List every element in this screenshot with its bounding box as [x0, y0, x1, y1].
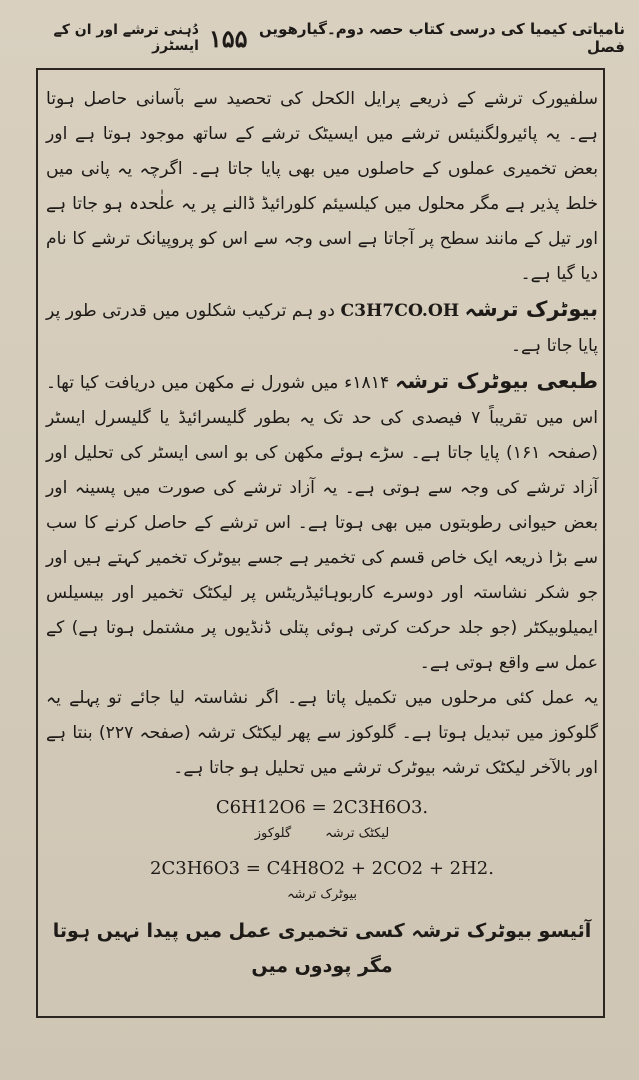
page-content — [46, 82, 598, 1010]
paragraph-natural-butyric — [46, 364, 598, 681]
paragraph-propionic: سلفیورک ترشے کے ذریعے پرایل الکحل کی تحصید سے بآسانی حاصل ہوتا ہے۔ یہ پائیرولگنیئس ترشے میں ایسیٹک ترشے کے ساتھ موجود ہوتا ہے اور بعض تخمیری عملوں کے حاصلوں میں بھی پایا جاتا ہے۔ اگرچہ یہ پانی میں خلط پذیر ہے مگر محلول میں کیلسیئم کلورائیڈ ڈالنے پر یہ علٰحدہ ہو جاتا ہے اور تیل کے مانند سطح پر آجاتا ہے اسی وجہ سے اس کو پروپیانک ترشے کا نام دیا گیا ہے۔ — [46, 89, 598, 284]
running-title: دُہنی ترشے اور ان کے ایسٹرز — [53, 22, 199, 54]
natural-butyric-heading: طبعی بیوٹرک ترشہ — [395, 369, 598, 393]
butyric-heading: بیوٹرک ترشہ — [464, 297, 598, 321]
page-header — [22, 14, 625, 62]
equation-2: 2C3H6O3 = C4H8O2 + 2CO2 + 2H2. — [150, 858, 494, 879]
butyric-text: دو ہم ترکیب شکلوں میں قدرتی طور پر پایا جاتا ہے۔ — [46, 301, 598, 356]
natural-butyric-text: ۱۸۱۴ء میں شورل نے مکھن میں دریافت کیا تھا۔ اس میں تقریباً ۷ فیصدی کی حد تک یہ بطور گلیسرائیڈ یا گلیسرل ایسٹر (صفحہ ۱۶۱) پایا جاتا ہے۔ سڑے ہوئے مکھن کی بو اسی ایسٹر کی تحلیل اور آزاد ترشے کی وجہ سے ہوتی ہے۔ یہ آزاد ترشے کی صورت میں پسینہ اور بعض حیوانی رطوبتوں میں بھی ہوتا ہے۔ اس ترشے کے حاصل کرنے کا سب سے بڑا ذریعہ ایک خاص قسم کی تخمیر ہے جسے بیوٹرک تخمیر کہتے ہیں اور جو شکر نشاستہ اور دوسرے کاربوہائیڈریٹس پر لیکٹک تخمیر اور بیسیلس ایمیلوبیکٹر (جو جلد حرکت کرتی ہوئی پتلی ڈنڈیوں پر مشتمل ہوتا ہے) کے عمل سے واقع ہوتی ہے۔ — [46, 373, 599, 673]
equation-1-label-product: لیکٹک ترشہ — [325, 826, 390, 841]
equation-1-label-reactant: گلوکوز — [254, 826, 292, 841]
paragraph-stages: یہ عمل کئی مرحلوں میں تکمیل پاتا ہے۔ اگر نشاستہ لیا جائے تو پہلے یہ گلوکوز میں تبدیل ہوتا ہے۔ گلوکوز سے پھر لیکٹک ترشہ (صفحہ ۲۲۷) بنتا ہے اور بالآخر لیکٹک ترشہ بیوٹرک ترشے میں تحلیل ہو جاتا ہے۔ — [46, 688, 598, 778]
page-number: ۱۵۵ — [208, 23, 248, 53]
book-title: نامیاتی کیمیا کی درسی کتاب حصہ دوم۔گیارھویں فصل — [258, 20, 625, 56]
equation-1-labels — [46, 825, 598, 843]
equation-2-label: بیوٹرک ترشہ — [286, 887, 358, 902]
paragraph-isobutyric: آئیسو بیوٹرک ترشہ کسی تخمیری عمل میں پیدا نہیں ہوتا مگر پودوں میں — [52, 920, 592, 977]
butyric-formula: C3H7CO.OH — [340, 301, 460, 321]
paragraph-butyric — [46, 292, 598, 364]
equation-1: C6H12O6 = 2C3H6O3. — [215, 797, 429, 818]
